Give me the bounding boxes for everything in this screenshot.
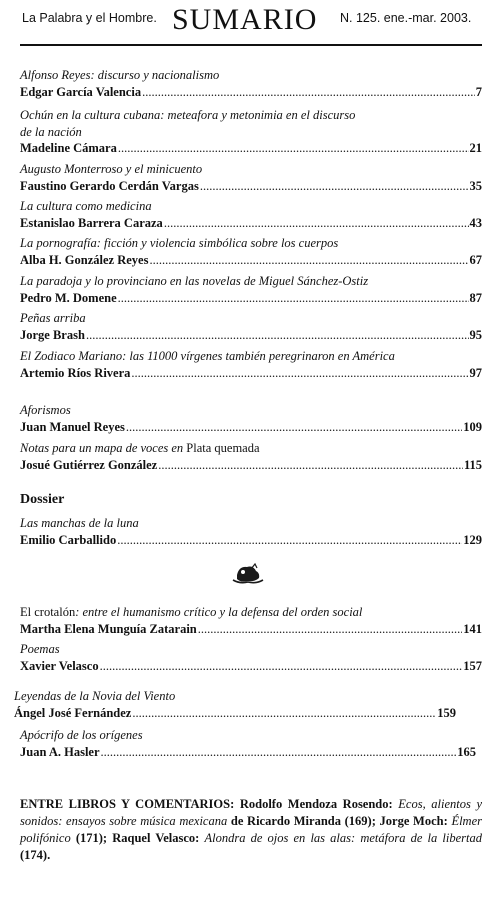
entry-title: Poemas	[20, 642, 60, 656]
entry-title-roman: Plata quemada	[186, 441, 260, 455]
entry-page: 87	[469, 290, 482, 305]
entry-author: Josué Gutiérrez González	[20, 457, 158, 472]
dot-leader	[100, 658, 463, 675]
dossier-heading: Dossier	[20, 492, 65, 507]
entry-title-roman: El crotalón	[20, 605, 76, 619]
toc-entry	[20, 402, 482, 435]
dot-leader	[142, 84, 475, 101]
toc-entry	[14, 688, 456, 721]
dot-leader	[86, 327, 469, 344]
entry-author: Estanislao Barrera Caraza	[20, 215, 163, 230]
entry-page: 67	[469, 252, 482, 267]
entry-page: 165	[457, 744, 476, 759]
toc-entry	[20, 604, 482, 637]
ornament-icon	[231, 561, 265, 585]
issue-info: N. 125. ene.-mar. 2003.	[340, 11, 472, 25]
entre-libros-paragraph	[20, 796, 482, 864]
dot-leader	[126, 419, 462, 436]
entry-title: Alfonso Reyes: discurso y nacionalismo	[20, 68, 220, 82]
entre-text: Rodolfo Mendoza Rosendo:	[234, 797, 399, 811]
entry-page: 141	[463, 621, 482, 636]
toc-entry	[20, 235, 482, 268]
entry-page: 159	[437, 705, 456, 720]
toc-entry	[20, 67, 482, 100]
entre-book-title: Élmer polifónico	[20, 814, 482, 845]
dot-leader	[158, 457, 463, 474]
entry-author: Madeline Cámara	[20, 141, 117, 155]
dot-leader	[149, 252, 468, 269]
page-header	[0, 0, 499, 50]
entry-page: 43	[469, 215, 482, 230]
header-rule	[20, 44, 482, 46]
toc-entry	[20, 348, 482, 381]
toc-entry	[20, 107, 482, 157]
entry-title: Apócrifo de los orígenes	[20, 728, 143, 742]
entry-author: Faustino Gerardo Cerdán Vargas	[20, 178, 199, 193]
toc-entry	[20, 440, 482, 473]
entry-title: Las manchas de la luna	[20, 516, 139, 530]
dot-leader	[118, 290, 469, 307]
entry-title: Aforismos	[20, 403, 71, 417]
entry-title	[20, 604, 482, 621]
entry-title: La paradoja y lo provinciano en las novelas de Miguel Sánchez-Ostiz	[20, 274, 369, 288]
entry-title	[20, 440, 482, 457]
entry-title-italic: : entre el humanismo crítico y la defensa del orden social	[75, 605, 363, 619]
toc-entry	[20, 641, 482, 674]
entry-author: Pedro M. Domene	[20, 290, 117, 305]
toc-entry	[20, 310, 482, 343]
entry-title: El Zodiaco Mariano: las 11000 vírgenes también peregrinaron en América	[20, 349, 395, 363]
dot-leader	[131, 365, 468, 382]
page-title: SUMARIO	[172, 3, 318, 36]
entry-page: 129	[463, 532, 482, 547]
entry-author: Juan A. Hasler	[20, 744, 100, 759]
entry-title: Augusto Monterroso y el minicuento	[20, 162, 203, 176]
entry-page: 115	[463, 457, 482, 472]
entry-title: La cultura como medicina	[20, 199, 152, 213]
entry-author: Juan Manuel Reyes	[20, 419, 125, 434]
entry-page: 95	[469, 327, 482, 342]
dot-leader	[200, 178, 469, 195]
entry-page: 7	[475, 84, 482, 99]
entre-book-title: Alondra de ojos en las alas: metáfora de la libertad	[204, 831, 482, 845]
entry-title: La pornografía: ficción y violencia simbólica sobre los cuerpos	[20, 236, 339, 250]
dot-leader	[101, 744, 457, 761]
dot-leader	[118, 140, 469, 157]
dot-leader	[117, 532, 462, 549]
dot-leader	[198, 621, 463, 638]
entry-page: 97	[469, 365, 482, 380]
entry-author: Alba H. González Reyes	[20, 252, 149, 267]
entre-book-title: Ecos, alientos y sonidos: ensayos sobre música mexicana	[20, 797, 482, 828]
toc-entry	[20, 727, 476, 760]
toc-entry	[20, 515, 482, 548]
entry-author: Edgar García Valencia	[20, 84, 142, 99]
entre-text: (174).	[20, 848, 51, 862]
dot-leader	[132, 705, 436, 722]
entry-title: Leyendas de la Novia del Viento	[14, 689, 176, 703]
entry-page: 109	[463, 419, 482, 434]
entre-text: (171); Raquel Velasco:	[70, 831, 205, 845]
entry-title: Ochún en la cultura cubana: meteafora y metonimia en el discurso de la nación	[20, 108, 356, 139]
entry-author: Jorge Brash	[20, 327, 85, 342]
entry-page: 35	[469, 178, 482, 193]
entry-title-italic: Notas para un mapa de voces en	[20, 441, 187, 455]
dot-leader	[164, 215, 469, 232]
toc-entry	[20, 273, 482, 306]
entry-author: Ángel José Fernández	[14, 705, 132, 720]
entry-page: 157	[463, 658, 482, 673]
entre-text: de Ricardo Miranda (169); Jorge Moch:	[227, 814, 452, 828]
entry-author: Artemio Ríos Rivera	[20, 365, 131, 380]
toc-entry	[20, 198, 482, 231]
entry-author: Xavier Velasco	[20, 658, 99, 673]
entre-heading: ENTRE LIBROS Y COMENTARIOS:	[20, 797, 235, 811]
entry-author: Martha Elena Munguía Zatarain	[20, 621, 197, 636]
entry-page: 21	[469, 141, 482, 155]
entry-title: Peñas arriba	[20, 311, 86, 325]
journal-name: La Palabra y el Hombre.	[22, 11, 157, 25]
toc-entry	[20, 161, 482, 194]
entry-author: Emilio Carballido	[20, 532, 117, 547]
